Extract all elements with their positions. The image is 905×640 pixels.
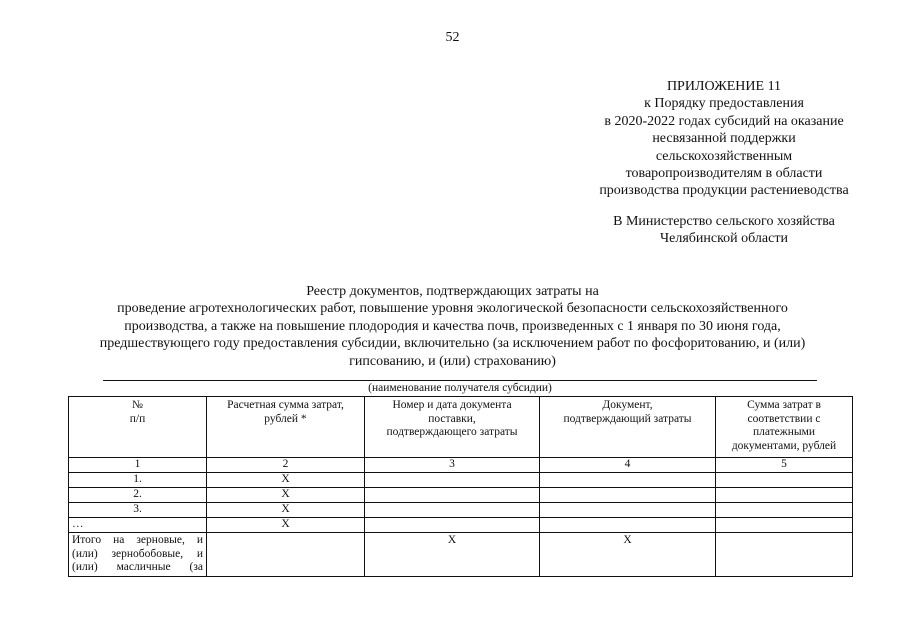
registry-title-line: гипсованию, и (или) страхованию) [349, 353, 556, 369]
appendix-block [574, 78, 874, 200]
registry-title-line: Реестр документов, подтверждающих затраты на [306, 284, 599, 299]
registry-table [68, 396, 853, 577]
payment-sum-cell [716, 503, 853, 518]
column-number: 1 [69, 458, 207, 473]
total-cost-document-cell: X [540, 533, 716, 577]
delivery-document-cell [365, 518, 540, 533]
header-number: № п/п [69, 397, 207, 458]
appendix-line: в 2020-2022 годах субсидий на оказание [604, 113, 844, 129]
table-row [69, 518, 853, 533]
row-number-cell: 1. [69, 473, 207, 488]
registry-title [40, 283, 865, 370]
column-number-row [69, 458, 853, 473]
column-number: 5 [716, 458, 853, 473]
table-header-row [69, 397, 853, 458]
header-estimated-sum: Расчетная сумма затрат, рублей * [207, 397, 365, 458]
table-row [69, 473, 853, 488]
estimated-sum-cell: X [207, 518, 365, 533]
appendix-line: производства продукции растениеводства [599, 183, 849, 199]
estimated-sum-cell: X [207, 503, 365, 518]
payment-sum-cell [716, 488, 853, 503]
appendix-line: к Порядку предоставления [644, 96, 804, 112]
appendix-line: несвязанной поддержки [652, 131, 796, 147]
estimated-sum-cell: X [207, 473, 365, 488]
header-delivery-document: Номер и дата документа поставки, подтверждающего затраты [365, 397, 540, 458]
appendix-title: ПРИЛОЖЕНИЕ 11 [666, 79, 782, 94]
delivery-document-cell [365, 473, 540, 488]
row-number-cell: … [69, 518, 207, 533]
total-payment-sum-cell [716, 533, 853, 577]
page-number: 52 [445, 30, 460, 45]
total-delivery-document-cell: X [365, 533, 540, 577]
column-number: 3 [365, 458, 540, 473]
payment-sum-cell [716, 518, 853, 533]
addressee-line: В Министерство сельского хозяйства [613, 214, 835, 229]
table-row [69, 503, 853, 518]
addressee-line: Челябинской области [660, 231, 788, 247]
appendix-line: товаропроизводителям в области [625, 166, 823, 182]
addressee-block [574, 213, 874, 248]
cost-document-cell [540, 518, 716, 533]
payment-sum-cell [716, 473, 853, 488]
row-number-cell: 3. [69, 503, 207, 518]
registry-title-line: предшествующего году предоставления субсидии, включительно (за исключением работ по фосфоритованию, и (или) [99, 336, 806, 352]
appendix-line: сельскохозяйственным [655, 148, 793, 164]
cost-document-cell [540, 503, 716, 518]
column-number: 4 [540, 458, 716, 473]
total-row [69, 533, 853, 577]
delivery-document-cell [365, 488, 540, 503]
total-label-cell: Итого на зерновые, и (или) зернобобовые, и (или) масличные (за [69, 533, 207, 577]
delivery-document-cell [365, 503, 540, 518]
recipient-caption: (наименование получателя субсидии) [368, 382, 552, 394]
header-cost-document: Документ, подтверждающий затраты [540, 397, 716, 458]
registry-title-line: производства, а также на повышение плодородия и качества почв, произведенных с 1 января по 30 июня года, [124, 318, 781, 334]
column-number: 2 [207, 458, 365, 473]
cost-document-cell [540, 473, 716, 488]
estimated-sum-cell: X [207, 488, 365, 503]
registry-title-line: проведение агротехнологических работ, повышение уровня экологической безопасности сельскохозяйственного [117, 301, 788, 317]
row-number-cell: 2. [69, 488, 207, 503]
header-payment-sum: Сумма затрат в соответствии с платежными документами, рублей [716, 397, 853, 458]
total-estimated-sum-cell [207, 533, 365, 577]
cost-document-cell [540, 488, 716, 503]
table-row [69, 488, 853, 503]
